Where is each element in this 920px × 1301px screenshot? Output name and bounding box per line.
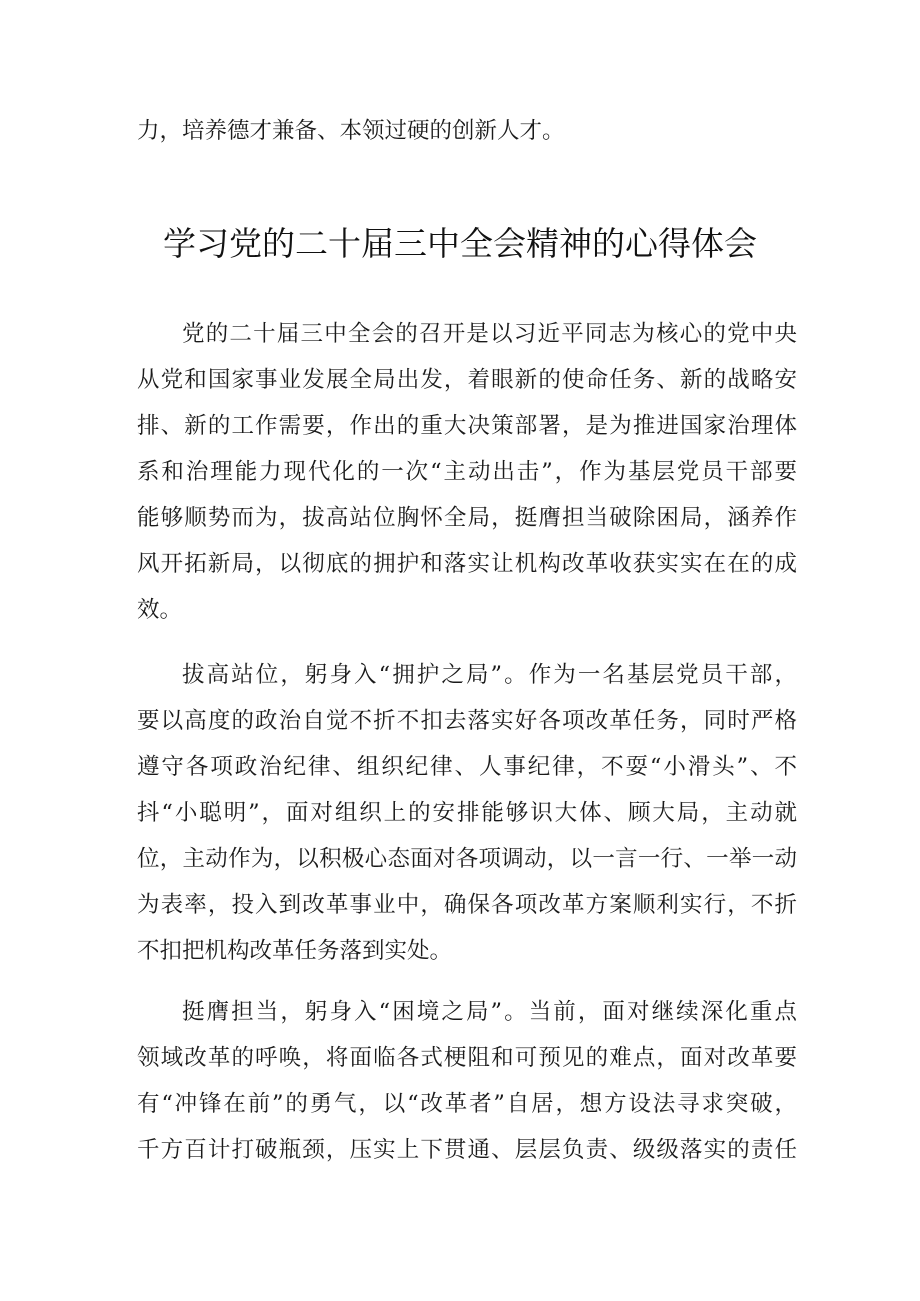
paragraph-line: 拔高站位，躬身入“拥护之局”。作为一名基层党员干部，: [182, 662, 797, 688]
paragraph-line: 党的二十届三中全会的召开是以习近平同志为核心的党中央: [182, 321, 797, 347]
paragraph-line: 千方百计打破瓶颈，压实上下贯通、层层负责、级级落实的责任: [137, 1137, 797, 1163]
paragraph-line: 为表率，投入到改革事业中，确保各项改革方案顺利实行，不折: [137, 892, 797, 918]
paragraph-line: 效。: [137, 597, 183, 623]
paragraph-line: 抖“小聪明”，面对组织上的安排能够识大体、顾大局，主动就: [137, 800, 797, 826]
paragraph-line: 有“冲锋在前”的勇气，以“改革者”自居，想方设法寻求突破，: [137, 1091, 797, 1117]
page-title: 学习党的二十届三中全会精神的心得体会: [163, 224, 757, 263]
paragraph-line: 风开拓新局，以彻底的拥护和落实让机构改革收获实实在在的成: [137, 551, 797, 577]
paragraph-line: 从党和国家事业发展全局出发，着眼新的使命任务、新的战略安: [137, 367, 797, 393]
paragraph-line: 排、新的工作需要，作出的重大决策部署，是为推进国家治理体: [137, 413, 797, 439]
paragraph-line: 挺膺担当，躬身入“困境之局”。当前，面对继续深化重点: [182, 999, 797, 1025]
paragraph-line: 系和治理能力现代化的一次“主动出击”，作为基层党员干部要: [137, 459, 797, 485]
paragraph-line: 不扣把机构改革任务落到实处。: [137, 938, 453, 964]
paragraph-line: 位，主动作为，以积极心态面对各项调动，以一言一行、一举一动: [137, 846, 797, 872]
paragraph-line: 遵守各项政治纪律、组织纪律、人事纪律，不耍“小滑头”、不: [137, 754, 797, 780]
lead-line: 力，培养德才兼备、本领过硬的创新人才。: [137, 118, 565, 144]
paragraph-line: 要以高度的政治自觉不折不扣去落实好各项改革任务，同时严格: [137, 708, 797, 734]
paragraph-line: 能够顺势而为，拔高站位胸怀全局，挺膺担当破除困局，涵养作: [137, 505, 797, 531]
paragraph-line: 领域改革的呼唤，将面临各式梗阻和可预见的难点，面对改革要: [137, 1045, 797, 1071]
